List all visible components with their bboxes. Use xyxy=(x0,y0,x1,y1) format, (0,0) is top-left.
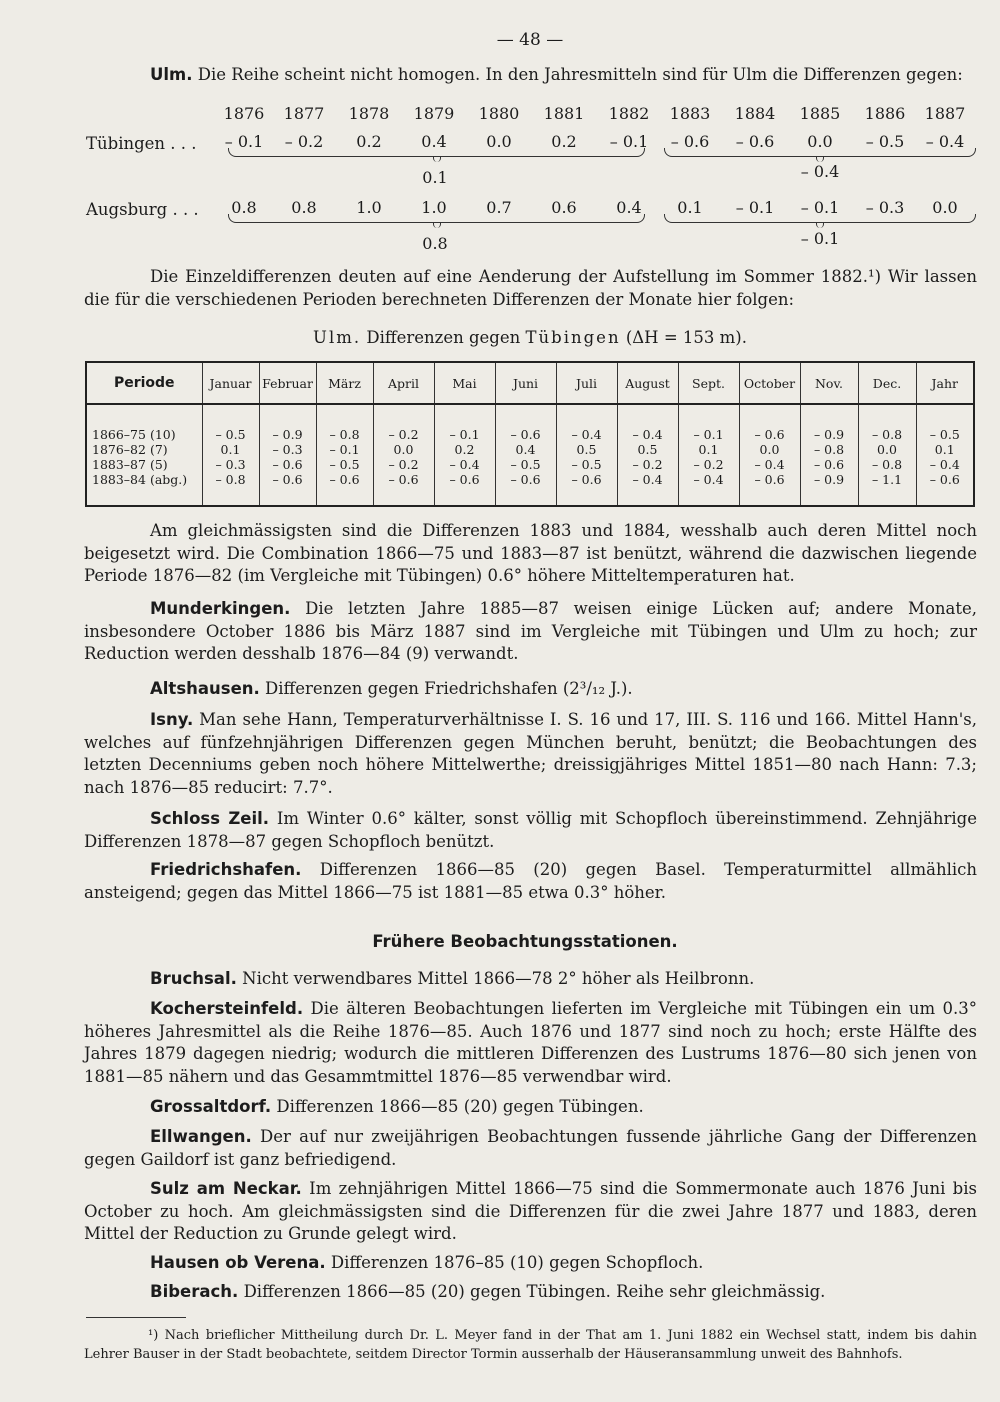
value-cell: – 0.4 xyxy=(617,472,678,487)
paragraph-text: Der auf nur zweijährigen Beobachtungen fussende jährliche Gang der Differenzen gegen Gaildorf ist ganz befriedigend. xyxy=(84,1127,977,1169)
station-name: Munderkingen. xyxy=(150,599,291,618)
value-cell: 0.0 xyxy=(858,442,916,457)
year-value: 0.0 xyxy=(486,132,512,151)
paragraph-text: Die letzten Jahre 1885—87 weisen einige Lücken auf; andere Monate, insbesondere October 1886 bis März 1887 sind im Vergleiche mit Tübingen und Ulm zu hoch; zur Reduction werden desshalb 1876—84 (9) verwandt. xyxy=(84,599,977,663)
footnote-text: ¹) Nach brieflicher Mittheilung durch Dr. L. Meyer fand in der That am 1. Juni 1882 ein Wechsel statt, indem bis dahin Lehrer Bauser in der Stadt beobachtete, seitdem Director Tormin ausserhalb der Häuseransammlung unweit des Bahnhofs. xyxy=(84,1328,977,1362)
year-value: 0.2 xyxy=(356,132,382,151)
page-number: — 48 — xyxy=(496,30,564,50)
paragraph-text: Differenzen 1866—85 (20) gegen Tübingen. Reihe sehr gleichmässig. xyxy=(243,1282,826,1301)
value-cell: 0.1 xyxy=(678,442,739,457)
value-cell: – 0.5 xyxy=(556,457,617,472)
year-header: 1879 xyxy=(413,104,455,123)
year-value: – 0.1 xyxy=(224,132,264,151)
period-cell: 1883–84 (abg.) xyxy=(86,472,202,487)
year-value: – 0.4 xyxy=(925,132,965,151)
value-cell: 0.0 xyxy=(739,442,800,457)
col-header: Periode xyxy=(86,362,202,404)
paragraph-ellwangen xyxy=(84,1126,977,1171)
year-value: 1.0 xyxy=(421,198,447,217)
value-cell: 0.4 xyxy=(495,442,556,457)
brace-tuebingen-1883-1887 xyxy=(664,148,976,157)
paragraph-text: Differenzen 1866—85 (20) gegen Tübingen. xyxy=(276,1097,644,1116)
station-name: Altshausen. xyxy=(150,679,260,698)
value-cell: – 0.4 xyxy=(617,427,678,442)
paragraph-text: Die älteren Beobachtungen lieferten im Vergleiche mit Tübingen ein um 0.3° höheres Jahresmittel als die Reihe 1876—85. Auch 1876 und 1877 sind noch zu hoch; erste Hälfte des Jahres 1879 dagegen niedrig; wodurch die mittleren Differenzen des Lustrums 1876—80 sich jenen von 1881—85 nähern und das Gesammtmittel 1876—85 verwendbar wird. xyxy=(84,999,977,1086)
paragraph-gleichmaessig xyxy=(84,520,977,588)
value-cell: 0.5 xyxy=(617,442,678,457)
paragraph-text: Differenzen 1876–85 (10) gegen Schopfloch. xyxy=(330,1253,704,1272)
year-value: 0.0 xyxy=(807,132,833,151)
period-cell: 1876–82 (7) xyxy=(86,442,202,457)
paragraph-text: Nicht verwendbares Mittel 1866—78 2° höher als Heilbronn. xyxy=(242,969,755,988)
value-cell: – 0.8 xyxy=(858,427,916,442)
caption-station: Ulm. xyxy=(313,328,362,347)
station-name: Isny. xyxy=(150,710,194,729)
paragraph-biberach xyxy=(84,1281,977,1304)
station-name: Bruchsal. xyxy=(150,969,237,988)
table-caption xyxy=(0,328,1000,347)
year-header: 1876 xyxy=(223,104,265,123)
station-name: Friedrichshafen. xyxy=(150,860,302,879)
col-header: März xyxy=(316,362,373,404)
value-cell: – 1.1 xyxy=(858,472,916,487)
year-value: – 0.6 xyxy=(735,132,775,151)
paragraph-text: Im zehnjährigen Mittel 1866—75 sind die Sommermonate auch 1876 Juni bis October zu hoch. Am gleichmässigsten sind die Differenzen für die zwei Jahre 1877 und 1883, deren Mittel der Reduction zu Grunde gelegt wird. xyxy=(84,1179,977,1243)
year-value: 0.8 xyxy=(291,198,317,217)
table-header-row xyxy=(86,362,974,404)
year-value: 0.4 xyxy=(616,198,642,217)
value-cell: – 0.1 xyxy=(434,427,495,442)
col-header: Juli xyxy=(556,362,617,404)
station-name: Kochersteinfeld. xyxy=(150,999,304,1018)
caption-ref: Tübingen xyxy=(525,328,621,347)
year-header: 1880 xyxy=(478,104,520,123)
col-header: April xyxy=(373,362,434,404)
mean-augsburg-1876-1882: 0.8 xyxy=(422,234,448,253)
value-cell: – 0.2 xyxy=(373,427,434,442)
year-value: 0.2 xyxy=(551,132,577,151)
year-header: 1887 xyxy=(924,104,966,123)
paragraph-altshausen xyxy=(84,678,977,701)
value-cell: – 0.6 xyxy=(373,472,434,487)
ulm-intro xyxy=(84,64,977,87)
col-header: Mai xyxy=(434,362,495,404)
caption-text: Differenzen gegen xyxy=(366,328,521,347)
value-cell: 0.1 xyxy=(202,442,259,457)
year-value: – 0.2 xyxy=(284,132,324,151)
value-cell: – 0.6 xyxy=(556,472,617,487)
year-value: 0.6 xyxy=(551,198,577,217)
value-cell: – 0.6 xyxy=(434,472,495,487)
year-header: 1885 xyxy=(799,104,841,123)
year-header: 1877 xyxy=(283,104,325,123)
station-name: Biberach. xyxy=(150,1282,239,1301)
paragraph-text: Im Winter 0.6° kälter, sonst völlig mit Schopfloch übereinstimmend. Zehnjährige Differenzen 1878—87 gegen Schopfloch benützt. xyxy=(84,809,978,851)
col-header: Dec. xyxy=(858,362,916,404)
year-header: 1883 xyxy=(669,104,711,123)
paragraph-sulz xyxy=(84,1178,977,1246)
caption-tail: (ΔH = 153 m). xyxy=(625,328,747,347)
paragraph-text: Die Reihe scheint nicht homogen. In den Jahresmitteln sind für Ulm die Differenzen gegen: xyxy=(197,65,963,84)
year-header: 1882 xyxy=(608,104,650,123)
value-cell: – 0.1 xyxy=(678,427,739,442)
station-name: Hausen ob Verena. xyxy=(150,1253,326,1272)
col-header: Juni xyxy=(495,362,556,404)
paragraph-isny xyxy=(84,709,977,799)
value-cell: – 0.5 xyxy=(316,457,373,472)
paragraph-bruchsal xyxy=(84,968,977,991)
paragraph-text: Differenzen gegen Friedrichshafen (2³/₁₂ J.). xyxy=(265,679,633,698)
station-name: Grossaltdorf. xyxy=(150,1097,272,1116)
value-cell: – 0.8 xyxy=(858,457,916,472)
einzel-paragraph xyxy=(84,266,977,311)
period-cell: 1866–75 (10) xyxy=(86,427,202,442)
paragraph-text: Am gleichmässigsten sind die Differenzen 1883 und 1884, wesshalb auch deren Mittel noch beigesetzt wird. Die Combination 1866—75 und 1883—87 ist benützt, während die dazwischen liegende Periode 1876—82 (im Vergleiche mit Tübingen) 0.6° höhere Mitteltemperaturen hat. xyxy=(84,521,977,585)
table-row xyxy=(86,457,974,472)
value-cell: – 0.8 xyxy=(316,427,373,442)
value-cell: – 0.8 xyxy=(800,442,858,457)
year-header: 1886 xyxy=(864,104,906,123)
paragraph-friedrichshafen xyxy=(84,859,977,904)
year-value: 0.7 xyxy=(486,198,512,217)
value-cell: – 0.9 xyxy=(259,427,316,442)
footnote-rule xyxy=(86,1317,186,1318)
col-header: Jahr xyxy=(916,362,974,404)
paragraph-text: Die Einzeldifferenzen deuten auf eine Aenderung der Aufstellung im Sommer 1882.¹) Wir lassen die für die verschiedenen Perioden berechneten Differenzen der Monate hier folgen: xyxy=(84,267,977,309)
year-value: 0.0 xyxy=(932,198,958,217)
value-cell: – 0.6 xyxy=(259,472,316,487)
value-cell: – 0.6 xyxy=(259,457,316,472)
value-cell: – 0.4 xyxy=(556,427,617,442)
year-value: – 0.5 xyxy=(865,132,905,151)
footnote xyxy=(84,1326,977,1364)
paragraph-schloss-zeil xyxy=(84,808,977,853)
value-cell: – 0.4 xyxy=(916,457,974,472)
station-name: Ellwangen. xyxy=(150,1127,252,1146)
period-cell: 1883–87 (5) xyxy=(86,457,202,472)
value-cell: – 0.6 xyxy=(316,472,373,487)
year-value: 0.1 xyxy=(677,198,703,217)
value-cell: – 0.9 xyxy=(800,472,858,487)
monthly-differences-table xyxy=(85,361,975,507)
station-name: Schloss Zeil. xyxy=(150,809,270,828)
value-cell: 0.2 xyxy=(434,442,495,457)
value-cell: – 0.5 xyxy=(202,427,259,442)
value-cell: – 0.5 xyxy=(916,427,974,442)
year-header: 1881 xyxy=(543,104,585,123)
row-label-tuebingen: Tübingen . . . xyxy=(86,134,197,153)
paragraph-text: Differenzen 1866—85 (20) gegen Basel. Temperaturmittel allmählich ansteigend; gegen das Mittel 1866—75 ist 1881—85 etwa 0.3° höher. xyxy=(84,860,977,902)
year-value: 0.4 xyxy=(421,132,447,151)
value-cell: – 0.6 xyxy=(495,472,556,487)
table-row xyxy=(86,472,974,487)
value-cell: – 0.8 xyxy=(202,472,259,487)
table-row xyxy=(86,442,974,457)
brace-augsburg-1876-1882 xyxy=(228,214,645,223)
mean-tuebingen-1883-1887: – 0.4 xyxy=(800,162,840,181)
station-name: Sulz am Neckar. xyxy=(150,1179,302,1198)
year-header: 1884 xyxy=(734,104,776,123)
brace-augsburg-1883-1887 xyxy=(664,214,976,223)
paragraph-grossaltdorf xyxy=(84,1096,977,1119)
row-label-augsburg: Augsburg . . . xyxy=(86,200,199,219)
value-cell: – 0.4 xyxy=(678,472,739,487)
value-cell: – 0.5 xyxy=(495,457,556,472)
year-header: 1878 xyxy=(348,104,390,123)
value-cell: 0.1 xyxy=(916,442,974,457)
value-cell: – 0.2 xyxy=(617,457,678,472)
value-cell: – 0.2 xyxy=(678,457,739,472)
paragraph-text: Man sehe Hann, Temperaturverhältnisse I. S. 16 und 17, III. S. 116 und 166. Mittel Hann's, welches auf fünfzehnjährigen Differenzen gegen München beruht, benützt; die Beobachtungen des letzten Decenniums geben noch höhere Mittelwerthe; dreissigjähriges Mittel 1851—80 nach Hann: 7.3; nach 1876—85 reducirt: 7.7°. xyxy=(84,710,977,797)
year-value: 0.8 xyxy=(231,198,257,217)
value-cell: 0.5 xyxy=(556,442,617,457)
mean-augsburg-1883-1887: – 0.1 xyxy=(800,229,840,248)
col-header: October xyxy=(739,362,800,404)
year-value: 1.0 xyxy=(356,198,382,217)
value-cell: – 0.3 xyxy=(202,457,259,472)
value-cell: – 0.9 xyxy=(800,427,858,442)
year-value: – 0.1 xyxy=(800,198,840,217)
year-value: – 0.1 xyxy=(735,198,775,217)
value-cell: 0.0 xyxy=(373,442,434,457)
value-cell: – 0.3 xyxy=(259,442,316,457)
mean-tuebingen-1876-1882: 0.1 xyxy=(422,168,448,187)
section-heading: Frühere Beobachtungsstationen. xyxy=(372,932,678,951)
paragraph-munderkingen xyxy=(84,598,977,666)
value-cell: – 0.1 xyxy=(316,442,373,457)
year-value: – 0.1 xyxy=(609,132,649,151)
col-header: Januar xyxy=(202,362,259,404)
col-header: Nov. xyxy=(800,362,858,404)
value-cell: – 0.4 xyxy=(739,457,800,472)
value-cell: – 0.6 xyxy=(739,472,800,487)
value-cell: – 0.6 xyxy=(739,427,800,442)
year-value: – 0.3 xyxy=(865,198,905,217)
col-header: Sept. xyxy=(678,362,739,404)
col-header: August xyxy=(617,362,678,404)
value-cell: – 0.4 xyxy=(434,457,495,472)
paragraph-hausen xyxy=(84,1252,977,1275)
year-value: – 0.6 xyxy=(670,132,710,151)
value-cell: – 0.6 xyxy=(916,472,974,487)
value-cell: – 0.2 xyxy=(373,457,434,472)
col-header: Februar xyxy=(259,362,316,404)
brace-tuebingen-1876-1882 xyxy=(228,148,645,157)
value-cell: – 0.6 xyxy=(800,457,858,472)
paragraph-kochersteinfeld xyxy=(84,998,977,1088)
table-row xyxy=(86,427,974,442)
value-cell: – 0.6 xyxy=(495,427,556,442)
station-name: Ulm. xyxy=(150,65,193,84)
